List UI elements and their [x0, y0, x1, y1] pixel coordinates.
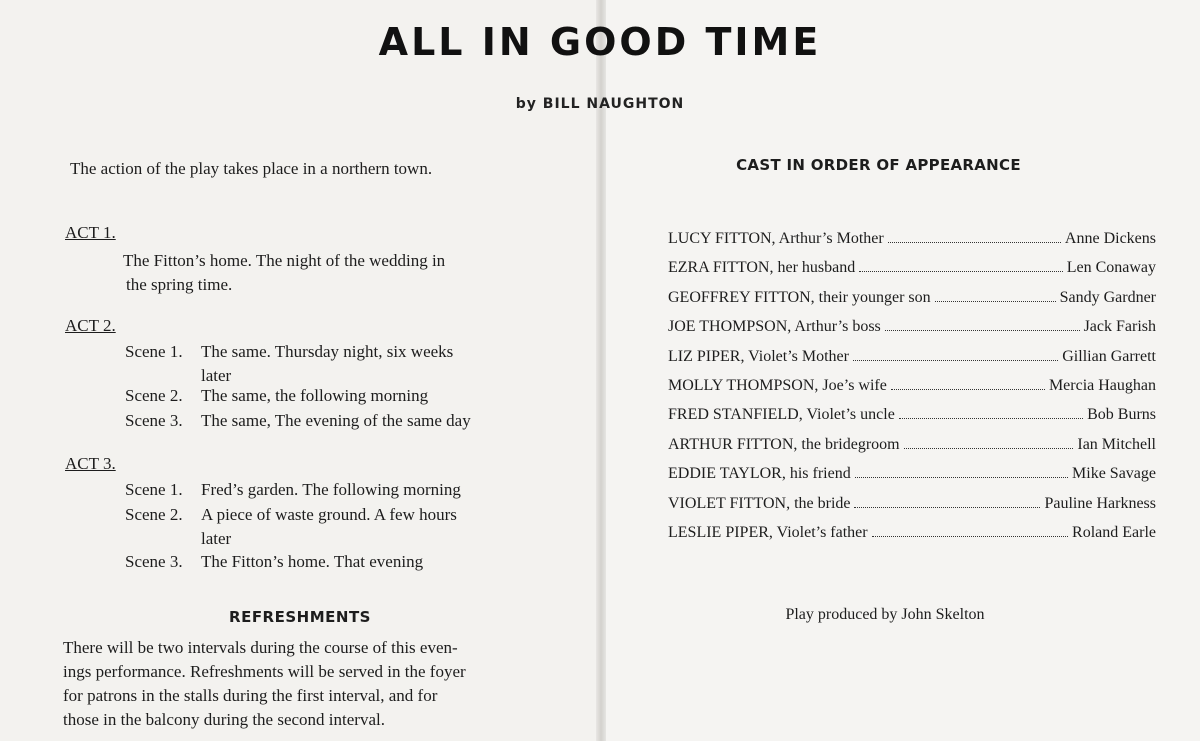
cast-role: LESLIE PIPER, Violet’s father — [668, 523, 868, 541]
act-1-description-line: The Fitton’s home. The night of the wedding in — [123, 251, 446, 270]
cast-role: MOLLY THOMPSON, Joe’s wife — [668, 376, 887, 394]
act-1-description-line: the spring time. — [126, 275, 233, 294]
leader-dots — [855, 466, 1068, 478]
cast-role: EZRA FITTON, her husband — [668, 259, 856, 277]
cast-list — [668, 230, 1156, 553]
cast-row — [668, 377, 1156, 406]
act-2-scene-1 — [125, 340, 545, 388]
act-2-scene-2 — [125, 384, 545, 408]
scene-text: Fred’s garden. The following morning — [201, 480, 461, 499]
cast-actor: Len Conaway — [1066, 259, 1156, 277]
cast-heading: CAST IN ORDER OF APPEARANCE — [736, 156, 1021, 174]
cast-actor: Pauline Harkness — [1044, 494, 1156, 512]
act-1-description — [123, 249, 543, 297]
scene-label: Scene 2. — [125, 386, 183, 405]
cast-role: GEOFFREY FITTON, their younger son — [668, 288, 931, 306]
leader-dots — [872, 525, 1068, 537]
cast-row — [668, 230, 1156, 259]
scene-text: The Fitton’s home. That evening — [201, 552, 424, 571]
act-2-heading: ACT 2. — [65, 316, 116, 335]
scene-label: Scene 3. — [125, 552, 183, 571]
scene-text: The same, The evening of the same day — [201, 411, 471, 430]
setting-text: The action of the play takes place in a northern town. — [70, 159, 433, 178]
refreshments-line: those in the balcony during the second interval. — [63, 710, 385, 729]
cast-row — [668, 436, 1156, 465]
cast-actor: Sandy Gardner — [1059, 288, 1156, 306]
cast-actor: Ian Mitchell — [1077, 435, 1156, 453]
cast-row — [668, 259, 1156, 288]
scene-text: The same. Thursday night, six weeks — [201, 342, 454, 361]
leader-dots — [935, 290, 1056, 302]
refreshments-heading: REFRESHMENTS — [229, 608, 371, 626]
act-3-heading: ACT 3. — [65, 454, 116, 473]
refreshments-line: for patrons in the stalls during the first interval, and for — [63, 686, 438, 705]
refreshments-line: There will be two intervals during the course of this even- — [63, 638, 458, 657]
leader-dots — [899, 407, 1083, 419]
cast-actor: Jack Farish — [1083, 318, 1156, 336]
scene-text: A piece of waste ground. A few hours — [201, 505, 457, 524]
leader-dots — [888, 231, 1061, 243]
act-3-scene-3 — [125, 550, 545, 574]
act-3-scene-1 — [125, 478, 545, 502]
refreshments-line: ings performance. Refreshments will be served in the foyer — [63, 662, 466, 681]
cast-actor: Anne Dickens — [1064, 230, 1156, 247]
cast-row — [668, 348, 1156, 377]
scene-text-continued: later — [201, 366, 232, 385]
scene-label: Scene 3. — [125, 411, 183, 430]
cast-role: ARTHUR FITTON, the bridegroom — [668, 435, 900, 453]
cast-row — [668, 289, 1156, 318]
leader-dots — [891, 378, 1045, 390]
cast-role: VIOLET FITTON, the bride — [668, 494, 851, 512]
cast-row — [668, 465, 1156, 494]
act-1-heading: ACT 1. — [65, 223, 116, 242]
cast-actor: Bob Burns — [1087, 406, 1156, 424]
cast-actor: Roland Earle — [1072, 523, 1156, 541]
leader-dots — [854, 496, 1040, 508]
leader-dots — [853, 349, 1058, 361]
author-byline: by BILL NAUGHTON — [515, 96, 685, 112]
leader-dots — [904, 437, 1074, 449]
act-2-scene-3 — [125, 409, 545, 433]
cast-row — [668, 406, 1156, 435]
cast-role: LIZ PIPER, Violet’s Mother — [668, 347, 849, 365]
cast-row — [668, 524, 1156, 553]
cast-actor: Gillian Garrett — [1062, 347, 1156, 365]
scene-label: Scene 1. — [125, 480, 183, 499]
cast-role: LUCY FITTON, Arthur’s Mother — [668, 230, 884, 247]
cast-role: FRED STANFIELD, Violet’s uncle — [668, 406, 895, 424]
cast-role: JOE THOMPSON, Arthur’s boss — [668, 318, 881, 336]
scene-text: The same, the following morning — [201, 386, 429, 405]
play-title: ALL IN GOOD TIME — [378, 20, 822, 64]
scene-label: Scene 1. — [125, 342, 183, 361]
producer-credit: Play produced by John Skelton — [785, 606, 985, 623]
cast-actor: Mercia Haughan — [1048, 376, 1156, 394]
scene-label: Scene 2. — [125, 505, 183, 524]
act-3-scene-2 — [125, 503, 545, 551]
cast-actor: Mike Savage — [1072, 465, 1156, 483]
leader-dots — [885, 319, 1080, 331]
cast-row — [668, 318, 1156, 347]
leader-dots — [859, 260, 1062, 272]
refreshments-text — [63, 636, 558, 732]
cast-role: EDDIE TAYLOR, his friend — [668, 465, 851, 483]
scene-text-continued: later — [201, 529, 232, 548]
cast-row — [668, 495, 1156, 524]
